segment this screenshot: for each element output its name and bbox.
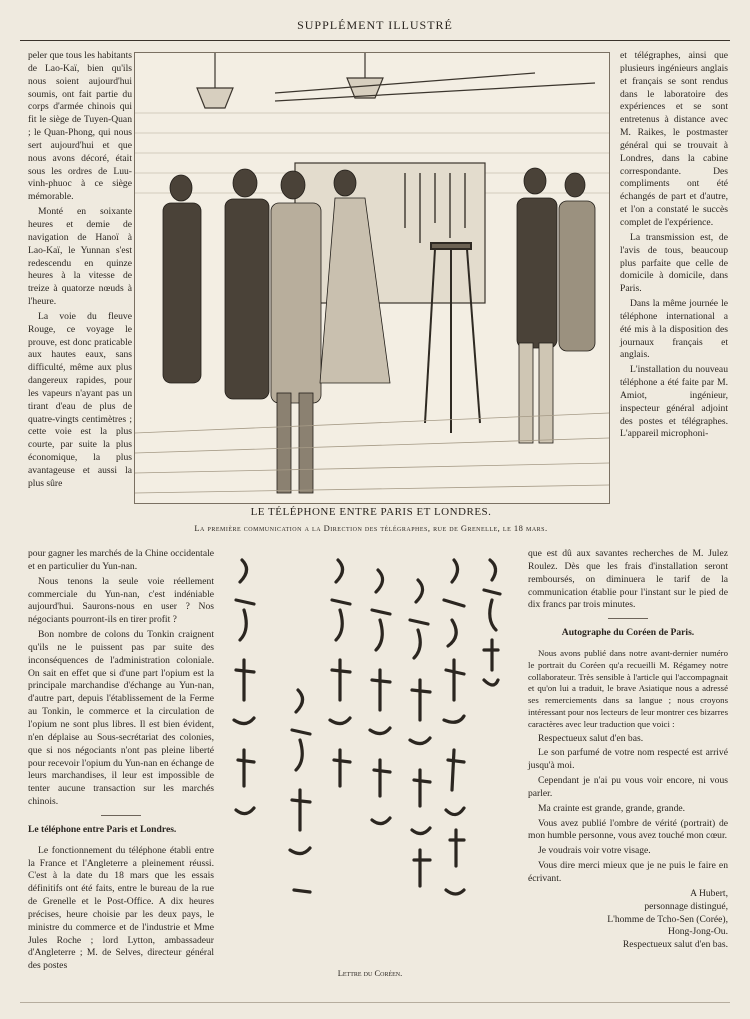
- paragraph: et télégraphes, ainsi que plusieurs ingénieurs anglais et français se sont rendus dans le laboratoire des expériences et se sont entretenus à distance avec M. Raikes, le postmaster général qui se trouvait à Londres, dans la cabine correspondante. Des compliments ont été échangés de part et d'autre, et l'on a constaté le succès complet de l'expérience.: [620, 50, 728, 228]
- page-header: SUPPLÉMENT ILLUSTRÉ: [297, 18, 453, 32]
- paragraph: Ma crainte est grande, grande, grande.: [538, 802, 686, 814]
- signature-line: Hong-Jong-Ou.: [668, 926, 728, 938]
- signature-line: L'homme de Tcho-Sen (Corée),: [607, 913, 728, 925]
- illustration-caption: La première communication a la Direction des télégraphes, rue de Grenelle, le 18 mars.: [194, 523, 548, 533]
- engraving-telephone-scene: [135, 53, 609, 503]
- paragraph: Monté en soixante heures et demie de navigation de Hanoï à Lao-Kaï, le Yunnan s'est redescendu en quinze heures à la vitesse de treize à quatorze nœuds à l'heure.: [28, 206, 132, 308]
- paragraph: Cependant je n'ai pu vous voir encore, ni vous parler.: [528, 775, 728, 799]
- paragraph: La transmission est, de l'avis de tous, beaucoup plus parfaite que celle de domicile à domicile, dans Paris.: [620, 231, 728, 295]
- lower-left-column: [28, 548, 214, 975]
- korean-letter-autograph: [222, 540, 518, 964]
- paragraph: Dans la même journée le téléphone international a été mis à la disposition des journaux français et anglais.: [620, 298, 728, 361]
- paragraph: Vous avez publié l'ombre de vérité (portrait) de mon humble personne, vous avez touché mon cœur.: [528, 817, 728, 842]
- paragraph: peler que tous les habitants de Lao-Kaï, bien qu'ils nous soient aujourd'hui soumis, ont fait partie du corps d'armée chinois qui fit le siège de Tuyen-Quan ; le Quan-Phong, qui nous sert aujourd'hui et que nous avons décoré, était sous les ordres de Luu-vinh-phuoc à ce siège mémorable.: [28, 50, 132, 203]
- paragraph: Le son parfumé de votre nom respecté est arrivé jusqu'à moi.: [528, 747, 728, 772]
- section-title-telephone: Le téléphone entre Paris et Londres.: [28, 823, 177, 835]
- section-separator: [101, 815, 141, 816]
- paragraph: pour gagner les marchés de la Chine occidentale et en particulier du Yun-nan.: [28, 548, 214, 572]
- signature-block: [528, 888, 728, 952]
- telephone-illustration: [134, 52, 610, 504]
- section-separator: [608, 618, 648, 619]
- lower-right-column: [528, 548, 728, 954]
- right-column: [620, 50, 728, 443]
- paragraph: L'installation du nouveau téléphone a été faite par M. Amiot, ingénieur, inspecteur général adjoint des postes et télégraphes. L'appareil microphoni-: [620, 364, 728, 440]
- illustration-title: LE TÉLÉPHONE ENTRE PARIS ET LONDRES.: [250, 506, 492, 518]
- signature-line: A Hubert,: [690, 887, 728, 899]
- paragraph: Bon nombre de colons du Tonkin craignent qu'ils ne le puissent pas par suite des inconséquences de l'administration coloniale. On sait en effet que si d'une part l'opium est la principale marchandise d'échange au Yun-nan, d'autre part, depuis l'établissement de la Ferme au Tonkin, le commerce et la circulation de l'opium ne sont plus libres. Il est bien évident, n'en déplaise au Sous-secrétariat des colonies, que si nos négociants n'ont pas pleine liberté pour recevoir l'opium du Yun-nan en échange de leurs marchandises, il leur est impossible de tenter aucune transaction sur les marchés chinois.: [28, 629, 214, 808]
- calligraphy-image: [222, 540, 518, 964]
- paragraph: La voie du fleuve Rouge, ce voyage le prouve, est donc praticable aux hautes eaux, sans difficulté, même aux plus dangereux rapides, pour les vapeurs n'ayant pas un tirant d'eau de plus de quatre-vingts centimètres ; cette voie est la plus courte, par suite la plus économique, la plus avantageuse et aussi la plus sûre: [28, 310, 132, 489]
- paragraph: Nous avons publié dans notre avant-dernier numéro le portrait du Coréen qu'a recueilli M. Régamey notre collaborateur. Très sensible à l'article qui l'accompagnait et qu'on lui a traduit, le brave Asiatique nous a adressé ses remerciements dans sa langue ; nous croyons intéressant pour nos lecteurs de leur montrer ces bizarres caractères avec leur traduction que voici :: [528, 648, 728, 729]
- header-rule: [20, 40, 730, 41]
- signature-line: Respectueux salut d'en bas.: [622, 939, 728, 951]
- footer-rule: [20, 1002, 730, 1003]
- paragraph: que est dû aux savantes recherches de M. Julez Roulez. Dès que les frais d'installation seront remboursés, on diminuera le tarif de la communication établie pour l'instant sur le pied de dix francs par trois minutes.: [528, 548, 728, 611]
- paragraph: Vous dire merci mieux que je ne puis le faire en écrivant.: [528, 860, 728, 884]
- left-column: [28, 50, 132, 493]
- paragraph: Nous tenons la seule voie réellement commerciale du Yun-nan, c'est indéniable aujourd'hui. Saurons-nous en user ? Nos négociants pourront-ils en tirer profit ?: [28, 575, 214, 626]
- letter-caption: Lettre du Coréen.: [337, 968, 403, 978]
- paragraph: Respectueux salut d'en bas.: [538, 732, 644, 744]
- paragraph: Le fonctionnement du téléphone établi entre la France et l'Angleterre a pleinement réussi. C'est à la date du 18 mars que les essais définitifs ont été faits, entre le bureau de la rue de Grenelle et le Post-Office. A dix heures précises, heure choisie par les deux pays, le ministre du commerce et de l'industrie et Mme Jules Roche ; lord Lytton, ambassadeur d'Angleterre ; M. de Selves, directeur général des postes: [28, 844, 214, 972]
- section-title-autograph: Autographe du Coréen de Paris.: [561, 627, 695, 639]
- paragraph: Je voudrais voir votre visage.: [538, 845, 651, 857]
- signature-line: personnage distingué,: [644, 900, 728, 912]
